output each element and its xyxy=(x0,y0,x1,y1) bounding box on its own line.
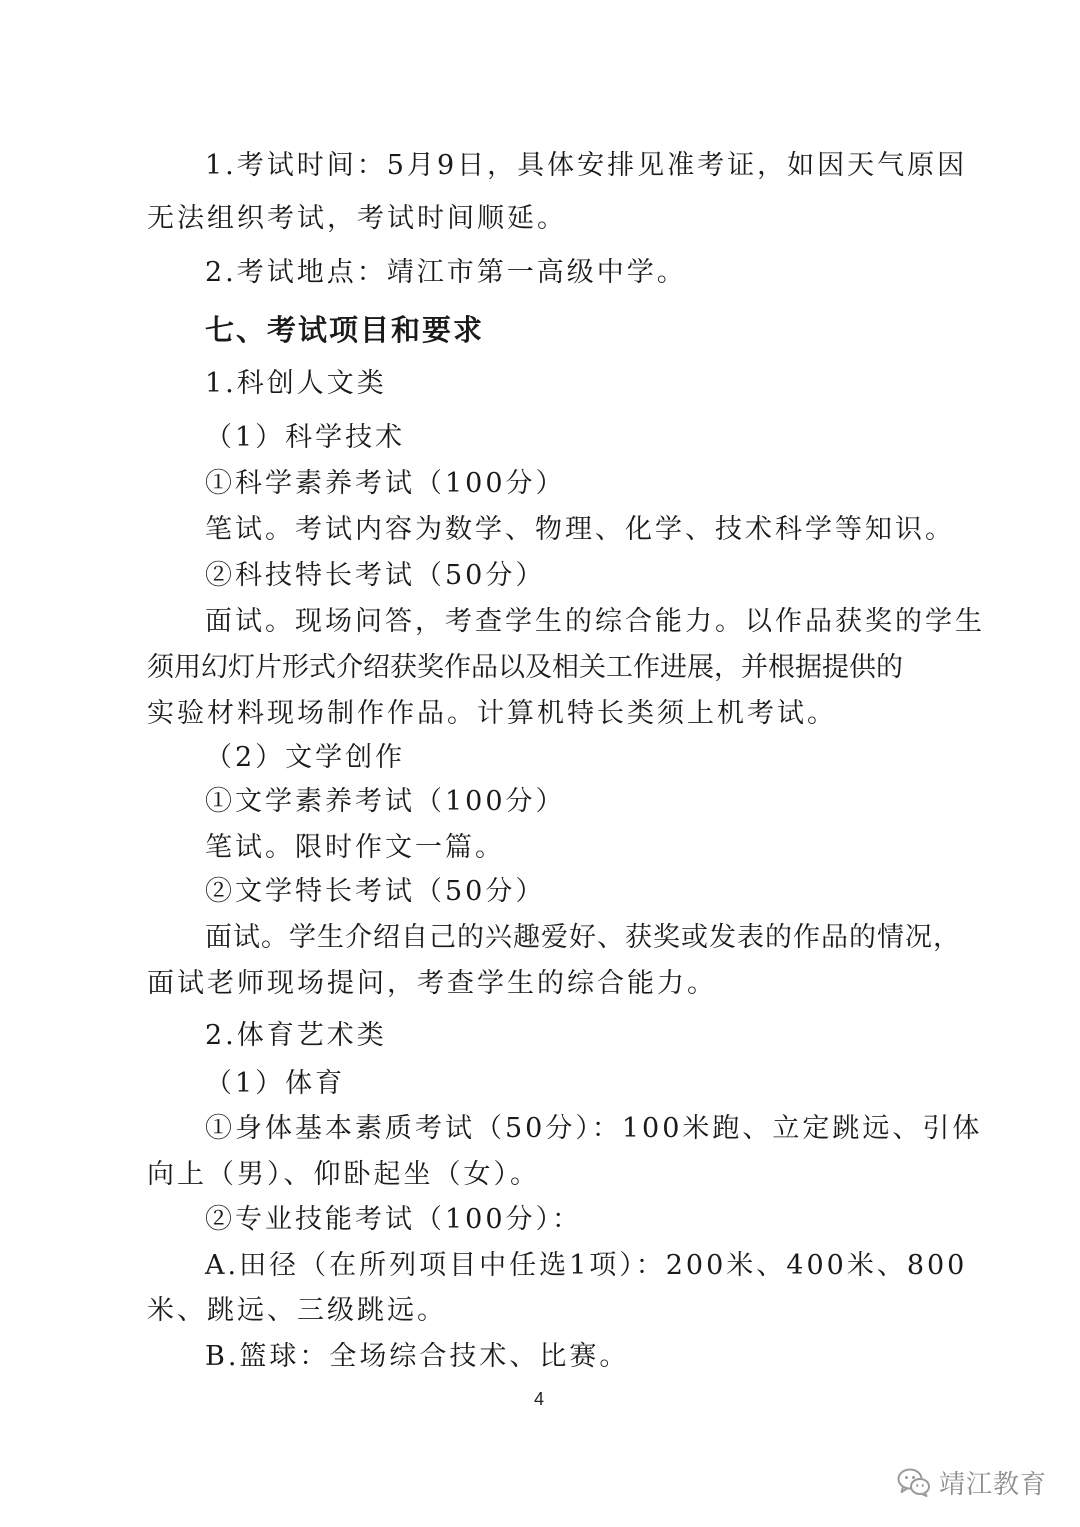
text-line: 2.考试地点：靖江市第一高级中学。 xyxy=(205,257,687,288)
text-line: A.田径（在所列项目中任选1项）：200米、400米、800 xyxy=(205,1250,968,1281)
page-number: 4 xyxy=(534,1389,545,1409)
watermark xyxy=(897,1462,1047,1502)
text-line: 实验材料现场制作作品。计算机特长类须上机考试。 xyxy=(147,698,837,729)
text-line: （2）文学创作 xyxy=(205,742,406,773)
text-line: 米、跳远、三级跳远。 xyxy=(147,1295,447,1326)
text-line: 向上（男）、仰卧起坐（女）。 xyxy=(147,1159,540,1190)
text-line: 笔试。考试内容为数学、物理、化学、技术科学等知识。 xyxy=(205,514,955,545)
text-line: ②科技特长考试（50分） xyxy=(205,560,546,591)
text-line: ②专业技能考试（100分）： xyxy=(205,1204,583,1235)
text-line: 须用幻灯片形式介绍获奖作品以及相关工作进展，并根据提供的 xyxy=(147,652,903,683)
watermark-text: 靖江教育 xyxy=(939,1469,1048,1500)
wechat-icon xyxy=(897,1467,931,1497)
text-line: 2.体育艺术类 xyxy=(205,1020,387,1051)
text-line: 面试老师现场提问，考查学生的综合能力。 xyxy=(147,968,717,999)
text-line: （1）体育 xyxy=(205,1068,346,1099)
text-line: （1）科学技术 xyxy=(205,422,406,453)
text-line: ①文学素养考试（100分） xyxy=(205,786,566,817)
text-line: B.篮球：全场综合技术、比赛。 xyxy=(205,1341,630,1372)
text-line: ②文学特长考试（50分） xyxy=(205,876,546,907)
text-line: 面试。现场问答，考查学生的综合能力。以作品获奖的学生 xyxy=(205,606,985,637)
text-line: 笔试。限时作文一篇。 xyxy=(205,832,505,863)
text-line: ①身体基本素质考试（50分）：100米跑、立定跳远、引体 xyxy=(205,1113,983,1144)
text-line: ①科学素养考试（100分） xyxy=(205,468,566,499)
text-line: 无法组织考试，考试时间顺延。 xyxy=(147,203,567,234)
section-heading: 七、考试项目和要求 xyxy=(205,313,485,347)
text-line: 1.科创人文类 xyxy=(205,368,387,399)
text-line: 1.考试时间：5月9日，具体安排见准考证，如因天气原因 xyxy=(205,150,968,181)
text-line: 面试。学生介绍自己的兴趣爱好、获奖或发表的作品的情况， xyxy=(205,922,961,953)
